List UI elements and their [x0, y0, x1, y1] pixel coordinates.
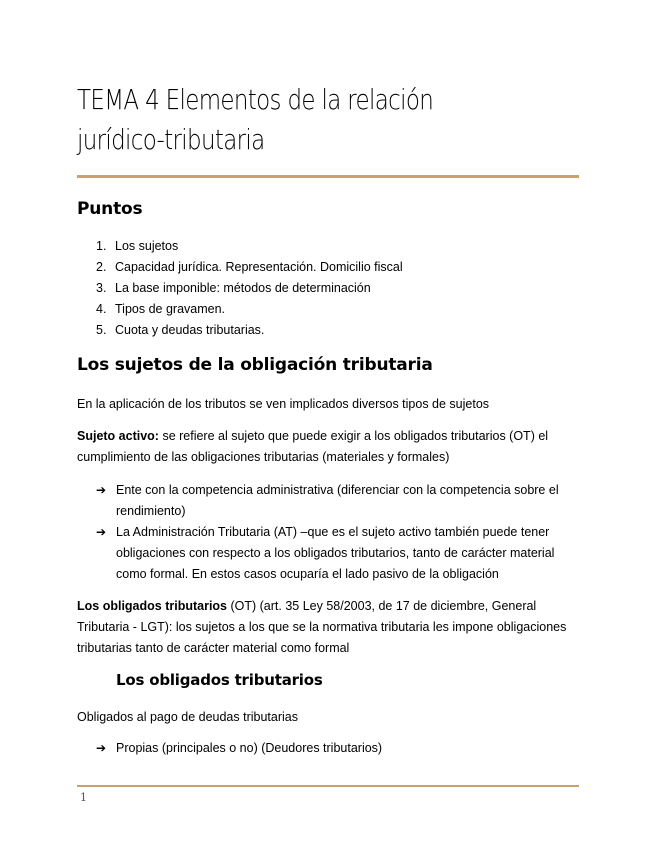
sujeto-activo-text: se refiere al sujeto que puede exigir a los obligados tributarios (OT) el cumplimiento de las obligaciones tributarias (materiales y formales) [77, 429, 549, 464]
list-item-text: Ente con la competencia administrativa (diferenciar con la competencia sobre el rendimiento) [116, 483, 559, 518]
arrow-bullet-icon: ➔ [96, 525, 107, 539]
list-item [77, 278, 577, 299]
list-item-text: La base imponible: métodos de determinación [115, 281, 371, 295]
title-line-2: jurídico-tributaria [77, 123, 265, 156]
list-item [77, 320, 577, 341]
list-item-text: Propias (principales o no) (Deudores tributarios) [116, 741, 383, 755]
list-item [77, 738, 579, 759]
obligados-bullets [77, 738, 579, 759]
obligados-text: (OT) (art. 35 Ley 58/2003, de 17 de diciembre, General Tributaria - LGT): los sujetos a los que se la normativa tributaria les impone obligaciones tributarias tanto de carácter material como formal [77, 599, 567, 655]
list-item [77, 480, 579, 522]
arrow-bullet-icon: ➔ [96, 741, 107, 755]
list-item-text: Capacidad jurídica. Representación. Domicilio fiscal [115, 260, 403, 274]
list-item-number: 3. [96, 281, 107, 295]
sujeto-activo-bullets [77, 480, 579, 585]
list-item-text: La Administración Tributaria (AT) –que es el sujeto activo también puede tener obligaciones con respecto a los obligados tributarios, tanto de carácter material como formal. En estos casos ocuparía el lado pasivo de la obligación [116, 525, 555, 581]
puntos-list [77, 236, 577, 341]
list-item-number: 5. [96, 323, 107, 337]
title-divider [77, 175, 579, 178]
sujetos-heading: Los sujetos de la obligación tributaria [77, 355, 433, 375]
list-item [77, 257, 577, 278]
page-number: 1 [80, 791, 87, 804]
document-title [77, 80, 487, 160]
sujeto-activo-paragraph [77, 426, 579, 468]
list-item-text: Los sujetos [115, 239, 179, 253]
obligados-paragraph [77, 596, 579, 659]
puntos-heading: Puntos [77, 199, 143, 219]
sujetos-intro: En la aplicación de los tributos se ven implicados diversos tipos de sujetos [77, 397, 490, 411]
obligados-heading: Los obligados tributarios [116, 671, 323, 689]
list-item-number: 2. [96, 260, 107, 274]
list-item-number: 1. [96, 239, 107, 253]
obligados-intro: Obligados al pago de deudas tributarias [77, 710, 298, 724]
list-item-number: 4. [96, 302, 107, 316]
list-item [77, 299, 577, 320]
title-line-1: TEMA 4 Elementos de la relación [77, 83, 434, 116]
list-item [77, 522, 579, 585]
footer-divider [77, 785, 579, 787]
arrow-bullet-icon: ➔ [96, 483, 107, 497]
list-item [77, 236, 577, 257]
list-item-text: Cuota y deudas tributarias. [115, 323, 265, 337]
list-item-text: Tipos de gravamen. [115, 302, 226, 316]
sujeto-activo-label: Sujeto activo: [77, 429, 159, 443]
obligados-label: Los obligados tributarios [77, 599, 228, 613]
